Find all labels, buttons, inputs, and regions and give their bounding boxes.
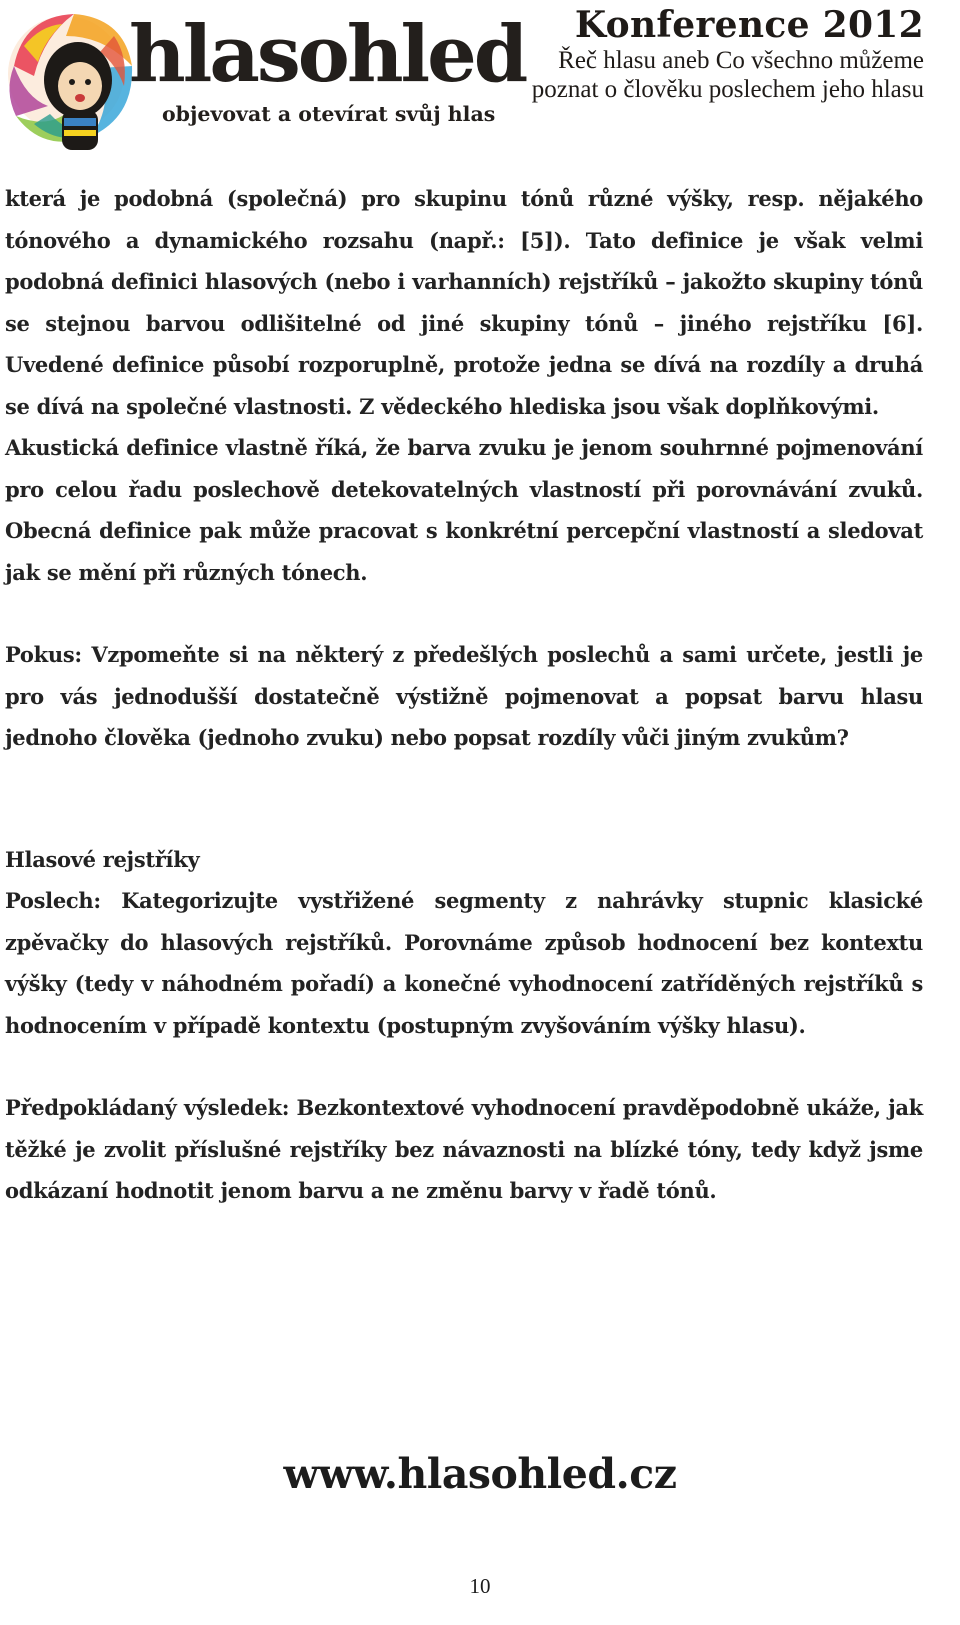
paragraph-experiment: Pokus: Vzpomeňte si na některý z předešlých poslechů a sami určete, jestli je pro vás jednodušší dostatečně výstižně pojmenovat a popsat barvu hlasu jednoho člověka (jednoho zvuku) nebo popsat rozdíly vůči jiným zvukům? bbox=[5, 642, 923, 750]
spacer bbox=[5, 593, 923, 634]
paragraph-timbre-definition: která je podobná (společná) pro skupinu tónů různé výšky, resp. nějakého tónového a dynamického rozsahu (např.: [5]). Tato definice je však velmi podobná definici hlasových (nebo i varhanních) rejstříků – jakožto skupiny tónů se stejnou barvou odlišitelné od jiné skupiny tónů – jiného rejstříku [6]. Uvedené definice působí rozporuplně, protože jedna se dívá na rozdíly a druhá se dívá na společné vlastnosti. Z vědeckého hlediska jsou však doplňkovými. bbox=[5, 186, 923, 419]
spacer bbox=[5, 1046, 923, 1087]
conference-subtitle: Řeč hlasu aneb Co všechno můžeme poznat o člověku poslechem jeho hlasu bbox=[531, 47, 924, 103]
hlasohled-logo bbox=[4, 6, 526, 154]
conference-title: Konference 2012 bbox=[574, 4, 924, 46]
paragraph-listening-task: Poslech: Kategorizujte vystřižené segmenty z nahrávky stupnic klasické zpěvačky do hlasových rejstříků. Porovnáme způsob hodnocení bez kontextu výšky (tedy v náhodném pořadí) a konečné vyhodnocení zatříděných rejstříků s hodnocením v případě kontextu (postupným zvyšováním výšky hlasu). bbox=[5, 888, 923, 1038]
paragraph-acoustic-definition: Akustická definice vlastně říká, že barva zvuku je jenom souhrnné pojmenování pro celou řadu poslechově detekovatelných vlastností při porovnávání zvuků. Obecná definice pak může pracovat s konkrétní percepční vlastností a sledovat jak se mění při různých tónech. bbox=[5, 435, 923, 585]
colorful-swirl-icon bbox=[4, 6, 144, 154]
logo-tagline: objevovat a otevírat svůj hlas bbox=[162, 102, 496, 126]
logo-wordmark: hlasohled bbox=[129, 9, 526, 100]
document-body bbox=[5, 178, 923, 1212]
conference-heading bbox=[524, 4, 924, 104]
page-number: 10 bbox=[469, 1574, 491, 1598]
section-heading: Hlasové rejstříky bbox=[5, 846, 200, 872]
page-header bbox=[0, 0, 960, 165]
spacer bbox=[5, 759, 923, 839]
paragraph-expected-result: Předpokládaný výsledek: Bezkontextové vyhodnocení pravděpodobně ukáže, jak těžké je zvolit příslušné rejstříky bez návaznosti na blízké tóny, tedy když jsme odkázaní hodnotit jenom barvu a ne změnu barvy v řadě tónů. bbox=[5, 1095, 923, 1203]
footer-website-link[interactable]: www.hlasohled.cz bbox=[283, 1450, 677, 1498]
